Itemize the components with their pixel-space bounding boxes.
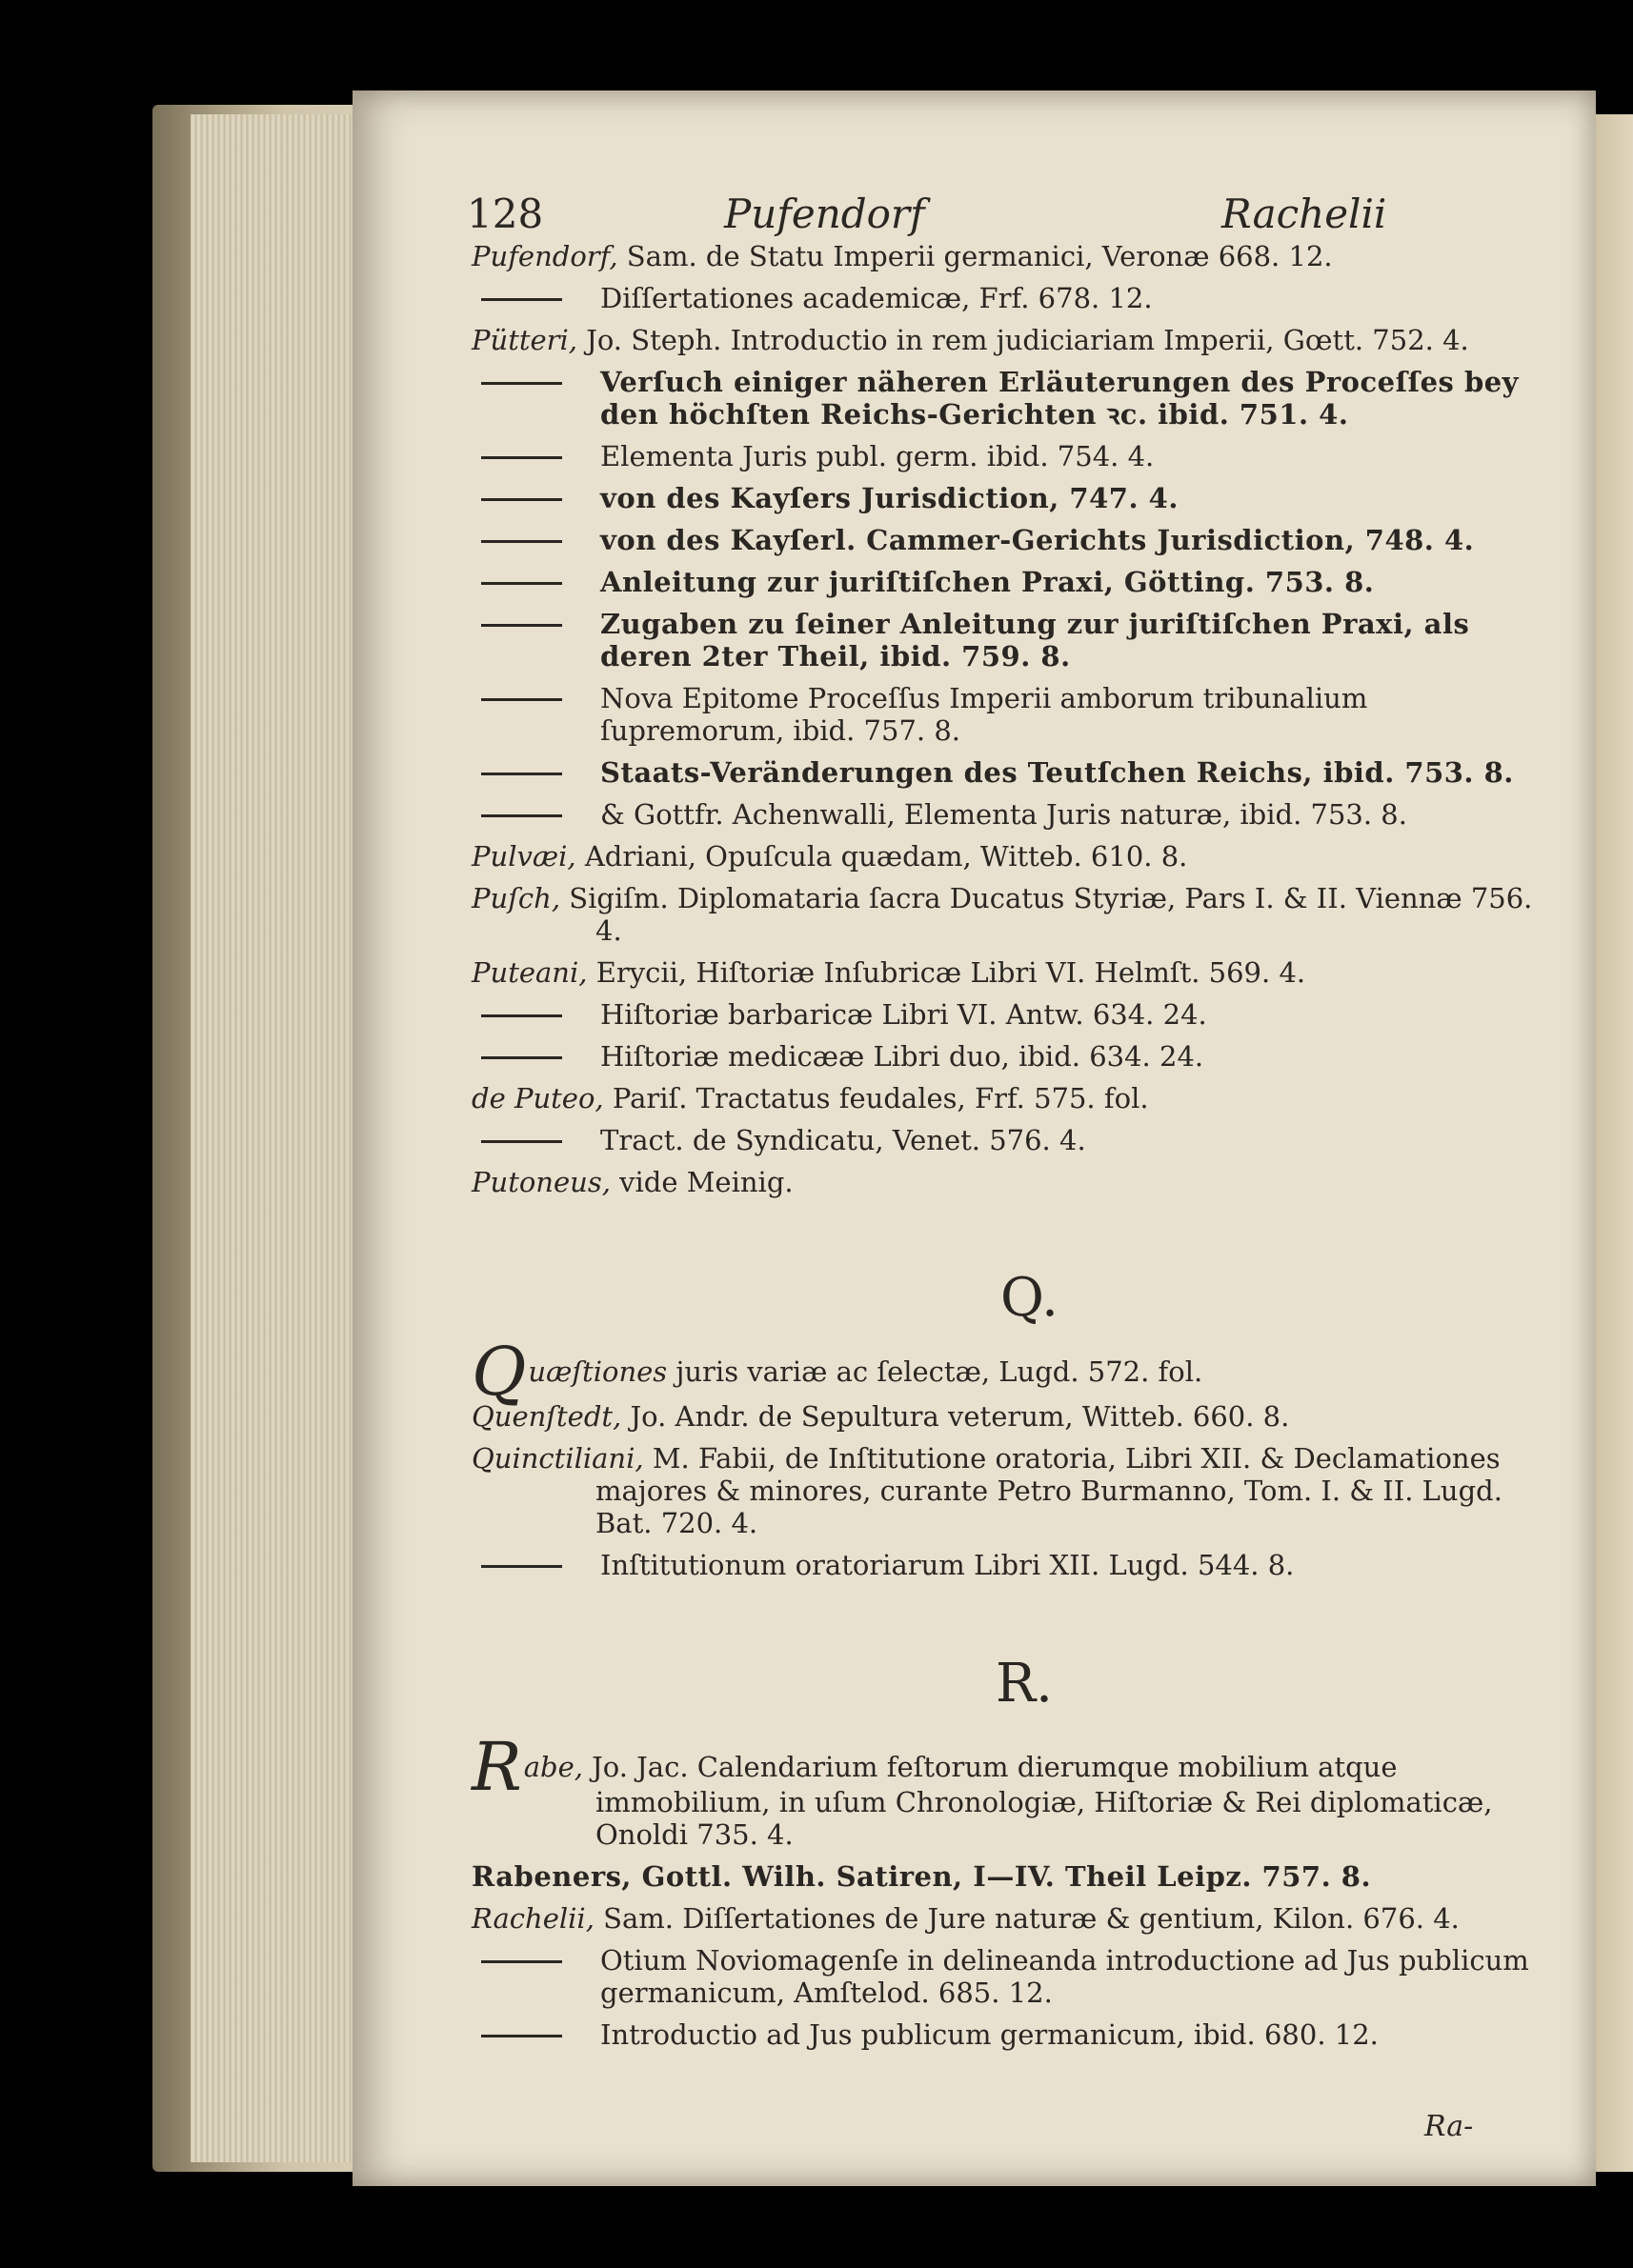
entry-text: Introductio ad Jus publicum germanicum, ibid. 680. 12. xyxy=(600,2018,1379,2051)
ditto-dash xyxy=(481,498,562,501)
bibliography-entry xyxy=(472,956,1539,989)
entry-text: Jo. Andr. de Sepultura veterum, Witteb. 660. 8. xyxy=(630,1400,1290,1433)
bibliography-entry xyxy=(472,998,1539,1031)
section-heading-r: R. xyxy=(996,1653,1053,1715)
entry-text: Pariſ. Tractatus feudales, Frf. 575. fol. xyxy=(612,1082,1149,1114)
section-r-entries xyxy=(472,1728,1539,2060)
entry-author: Rachelii, xyxy=(472,1902,595,1935)
entry-author: abe, xyxy=(523,1751,583,1783)
entry-text: Zugaben zu ſeiner Anleitung zur juriſtiſchen Praxi, als deren 2ter Theil, ibid. 759. 8. xyxy=(600,608,1470,672)
entry-author: de Puteo, xyxy=(472,1082,604,1114)
ditto-dash xyxy=(481,1056,562,1059)
page-number: 128 xyxy=(467,191,544,237)
bibliography-entry xyxy=(472,1728,1539,1851)
entry-author: Pütteri, xyxy=(472,324,578,356)
bibliography-entry xyxy=(472,1902,1539,1935)
bibliography-entry xyxy=(472,566,1539,598)
bibliography-entry xyxy=(472,608,1539,672)
ditto-dash xyxy=(481,540,562,543)
catchword: Ra- xyxy=(1424,2110,1474,2143)
entry-text: Hiſtoriæ medicææ Libri duo, ibid. 634. 24. xyxy=(600,1040,1204,1073)
entry-text: Elementa Juris publ. germ. ibid. 754. 4. xyxy=(600,440,1155,472)
section-p-entries xyxy=(472,240,1539,1208)
entry-author: Puteani, xyxy=(472,956,588,989)
bibliography-entry xyxy=(472,366,1539,431)
bibliography-entry xyxy=(472,240,1539,272)
bibliography-entry xyxy=(472,1860,1539,1893)
entry-text: Jo. Steph. Introductio in rem judiciariam Imperii, Gœtt. 752. 4. xyxy=(586,324,1469,356)
entry-text: Anleitung zur juriſtiſchen Praxi, Götting. 753. 8. xyxy=(600,566,1375,598)
running-head-left: Pufendorf xyxy=(724,191,925,237)
entry-text: Jo. Jac. Calendarium feſtorum dierumque mobilium atque immobilium, in uſum Chronologiæ, Hiſtoriæ & Rei diplomaticæ, Onoldi 735. 4. xyxy=(592,1751,1493,1851)
ditto-dash xyxy=(481,698,562,701)
entry-text: Inſtitutionum oratoriarum Libri XII. Lugd. 544. 8. xyxy=(600,1549,1295,1581)
bibliography-entry xyxy=(472,1124,1539,1156)
entry-text: Tract. de Syndicatu, Venet. 576. 4. xyxy=(600,1124,1086,1156)
ditto-dash xyxy=(481,1565,562,1568)
bibliography-entry xyxy=(472,1549,1539,1581)
entry-text: Otium Noviomagenſe in delineanda introductione ad Jus publicum germanicum, Amſtelod. 685. 12. xyxy=(600,1944,1529,2009)
bibliography-entry xyxy=(472,682,1539,747)
bibliography-entry xyxy=(472,282,1539,314)
entry-author: Pufendorf, xyxy=(472,240,618,272)
entry-text: vide Meinig. xyxy=(619,1166,794,1198)
bibliography-entry xyxy=(472,1333,1539,1411)
drop-cap: R xyxy=(472,1728,522,1806)
ditto-dash xyxy=(481,1140,562,1143)
entry-text: von des Kayſers Jurisdiction, 747. 4. xyxy=(600,482,1179,514)
bibliography-entry xyxy=(472,1166,1539,1198)
entry-author: Putoneus, xyxy=(472,1166,611,1198)
bibliography-entry xyxy=(472,1442,1539,1539)
entry-text: Rabeners, Gottl. Wilh. Satiren, I—IV. Theil Leipz. 757. 8. xyxy=(472,1860,1372,1893)
entry-text: Sam. de Statu Imperii germanici, Veronæ 668. 12. xyxy=(626,240,1333,272)
ditto-dash xyxy=(481,624,562,627)
entry-text: Nova Epitome Proceſſus Imperii amborum tribunalium ſupremorum, ibid. 757. 8. xyxy=(600,682,1368,747)
entry-author: Quenſtedt, xyxy=(472,1400,622,1433)
entry-text: Sam. Diſſertationes de Jure naturæ & gentium, Kilon. 676. 4. xyxy=(603,1902,1460,1935)
ditto-dash xyxy=(481,382,562,385)
drop-cap: Q xyxy=(472,1333,527,1411)
entry-author: Pulvæi, xyxy=(472,840,576,873)
entry-text: & Gottfr. Achenwalli, Elementa Juris naturæ, ibid. 753. 8. xyxy=(600,798,1407,831)
entry-author: uæſtiones xyxy=(528,1355,668,1388)
bibliography-entry xyxy=(472,324,1539,356)
entry-text: Staats-Veränderungen des Teutſchen Reichs, ibid. 753. 8. xyxy=(600,756,1514,789)
section-heading-q: Q. xyxy=(1000,1267,1058,1329)
entry-author: Puſch, xyxy=(472,882,561,914)
bibliography-entry xyxy=(472,798,1539,831)
bibliography-entry xyxy=(472,1400,1539,1433)
entry-author: Quinctiliani, xyxy=(472,1442,644,1475)
page-edges xyxy=(191,114,372,2162)
entry-text: Verſuch einiger näheren Erläuterungen des Proceſſes bey den höchſten Reichs-Gerichten ꝛc. ibid. 751. 4. xyxy=(600,366,1520,431)
entry-text: Sigiſm. Diplomataria ſacra Ducatus Styriæ, Pars I. & II. Viennæ 756. 4. xyxy=(569,882,1533,947)
bibliography-entry xyxy=(472,756,1539,789)
bibliography-entry xyxy=(472,440,1539,472)
ditto-dash xyxy=(481,1014,562,1017)
bibliography-entry xyxy=(472,524,1539,556)
running-header xyxy=(467,191,1420,248)
entry-text: Diſſertationes academicæ, Frf. 678. 12. xyxy=(600,282,1153,314)
entry-text: juris variæ ac ſelectæ, Lugd. 572. fol. xyxy=(675,1355,1203,1388)
entry-text: M. Fabii, de Inſtitutione oratoria, Libri XII. & Declamationes majores & minores, curante Petro Burmanno, Tom. I. & II. Lugd. Bat. 720. 4. xyxy=(595,1442,1502,1539)
ditto-dash xyxy=(481,582,562,585)
ditto-dash xyxy=(481,456,562,459)
bibliography-entry xyxy=(472,1944,1539,2009)
entry-text: Hiſtoriæ barbaricæ Libri VI. Antw. 634. 24. xyxy=(600,998,1207,1031)
bibliography-entry xyxy=(472,1082,1539,1114)
ditto-dash xyxy=(481,773,562,775)
entry-text: Erycii, Hiſtoriæ Inſubricæ Libri VI. Helmſt. 569. 4. xyxy=(595,956,1306,989)
ditto-dash xyxy=(481,814,562,817)
running-head-right: Rachelii xyxy=(1221,191,1387,237)
ditto-dash xyxy=(481,1960,562,1963)
bibliography-entry xyxy=(472,1040,1539,1073)
bibliography-entry xyxy=(472,2018,1539,2051)
entry-text: von des Kayſerl. Cammer-Gerichts Jurisdiction, 748. 4. xyxy=(600,524,1475,556)
entry-text: Adriani, Opuſcula quædam, Witteb. 610. 8. xyxy=(584,840,1188,873)
bibliography-entry xyxy=(472,882,1539,947)
ditto-dash xyxy=(481,2035,562,2037)
ditto-dash xyxy=(481,298,562,301)
bibliography-entry xyxy=(472,840,1539,873)
bibliography-entry xyxy=(472,482,1539,514)
section-q-entries xyxy=(472,1333,1539,1591)
